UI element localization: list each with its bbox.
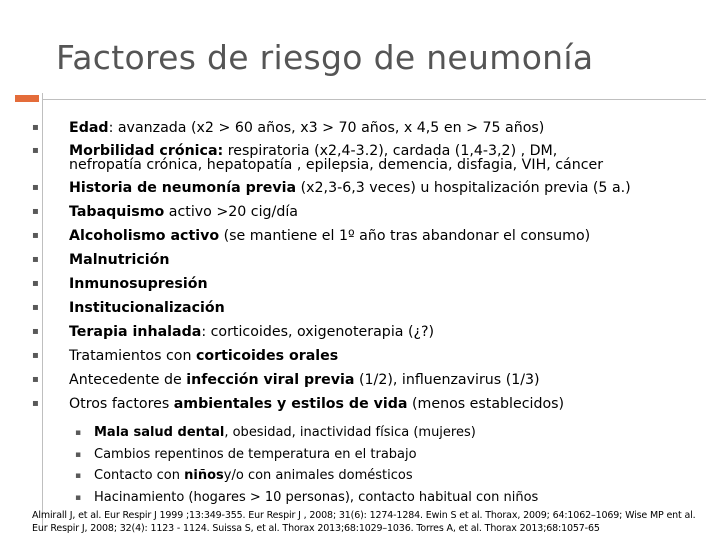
item-text: , obesidad, inactividad física (mujeres)	[224, 425, 476, 440]
item-bold: corticoides orales	[195, 347, 339, 364]
list-item-institucionalizacion	[32, 300, 712, 317]
sub-item-salud-dental	[75, 425, 538, 442]
list-item-inmunosupresion	[32, 276, 712, 293]
slide-title: Factores de riesgo de neumonía	[56, 38, 594, 77]
item-pre: Tratamientos con	[69, 347, 196, 364]
bullet-icon: ▪	[75, 449, 82, 460]
bullet-icon: ▪	[32, 122, 39, 133]
bullet-icon: ▪	[32, 181, 39, 193]
item-bold: Inmunosupresión	[69, 275, 208, 292]
item-text: : avanzada (x2 > 60 años, x3 > 70 años, x 4,5 en > 75 años)	[108, 120, 545, 136]
item-text: : corticoides, oxigenoterapia (¿?)	[201, 323, 435, 340]
bullet-icon: ▪	[32, 205, 39, 217]
risk-factor-list	[32, 120, 712, 420]
item-text: respiratoria (x2,4-3.2), cardada (1,4-3,2) , DM, nefropatía crónica, hepatopatía , epilepsia, demencia, disfagia, VIH, cáncer	[69, 143, 604, 173]
bullet-icon: ▪	[32, 229, 39, 241]
item-pre: Hacinamiento (hogares > 10 personas), contacto habitual con niños	[94, 489, 539, 505]
item-pre: Contacto con	[94, 468, 185, 483]
sub-item-temperatura	[75, 447, 538, 464]
bullet-icon: ▪	[75, 492, 82, 503]
bullet-icon: ▪	[32, 253, 39, 265]
item-bold: Malnutrición	[69, 251, 170, 268]
sub-item-contacto	[75, 468, 538, 485]
item-bold: Mala salud dental	[94, 425, 225, 440]
list-item-terapia	[32, 324, 712, 341]
list-item-edad	[32, 120, 712, 137]
item-bold: Tabaquismo	[69, 203, 165, 220]
bullet-icon: ▪	[32, 349, 39, 361]
bullet-icon: ▪	[32, 397, 39, 409]
item-bold: Alcoholismo activo	[69, 227, 220, 244]
bullet-icon: ▪	[32, 145, 39, 156]
item-bold: niños	[184, 468, 224, 483]
list-item-tratamientos	[32, 348, 712, 365]
list-item-morbilidad	[32, 144, 629, 172]
item-bold: Historia de neumonía previa	[69, 179, 297, 196]
bullet-icon: ▪	[32, 373, 39, 385]
item-text: (se mantiene el 1º año tras abandonar el consumo)	[219, 227, 591, 244]
bullet-icon: ▪	[75, 471, 82, 481]
item-pre: Otros factores	[69, 395, 174, 412]
bullet-icon: ▪	[32, 301, 39, 313]
list-item-malnutricion	[32, 252, 712, 269]
item-text: y/o con animales domésticos	[223, 468, 413, 483]
accent-bar	[15, 95, 39, 102]
references: Almirall J, et al. Eur Respir J 1999 ;13:349-355. Eur Respir J , 2008; 31(6): 1274-1284. Ewin S et al. Thorax, 2009; 64:1062–1069; Wise MP ent al. Eur Respir J, 2008; 32(4): 1123 - 1124. Suissa S, et al. Thorax 2013;68:1029–1036. Torres A, et al. Thorax 2013;68:1057-65	[32, 510, 696, 534]
item-pre: Cambios repentinos de temperatura en el trabajo	[94, 446, 417, 462]
bullet-icon: ▪	[32, 325, 39, 337]
sub-factor-list	[75, 425, 538, 511]
list-item-antecedente	[32, 372, 712, 389]
item-text: (1/2), influenzavirus (1/3)	[354, 371, 540, 388]
item-bold: ambientales y estilos de vida	[173, 395, 408, 412]
item-text: (x2,3-6,3 veces) u hospitalización previa (5 a.)	[296, 179, 631, 196]
list-item-tabaquismo	[32, 204, 712, 221]
item-bold: Institucionalización	[69, 299, 225, 316]
horizontal-divider	[43, 99, 706, 100]
list-item-alcoholismo	[32, 228, 712, 245]
bullet-icon: ▪	[32, 277, 39, 289]
list-item-historia	[32, 180, 712, 197]
list-item-otros	[32, 396, 712, 413]
item-text: activo >20 cig/día	[164, 203, 298, 220]
item-text: (menos establecidos)	[407, 395, 565, 412]
item-bold: Edad	[69, 120, 109, 136]
item-pre: Antecedente de	[69, 371, 187, 388]
sub-item-hacinamiento	[75, 490, 538, 507]
item-bold: infección viral previa	[186, 371, 355, 388]
bullet-icon: ▪	[75, 428, 82, 438]
item-bold: Morbilidad crónica:	[69, 143, 224, 159]
item-bold: Terapia inhalada	[69, 323, 202, 340]
